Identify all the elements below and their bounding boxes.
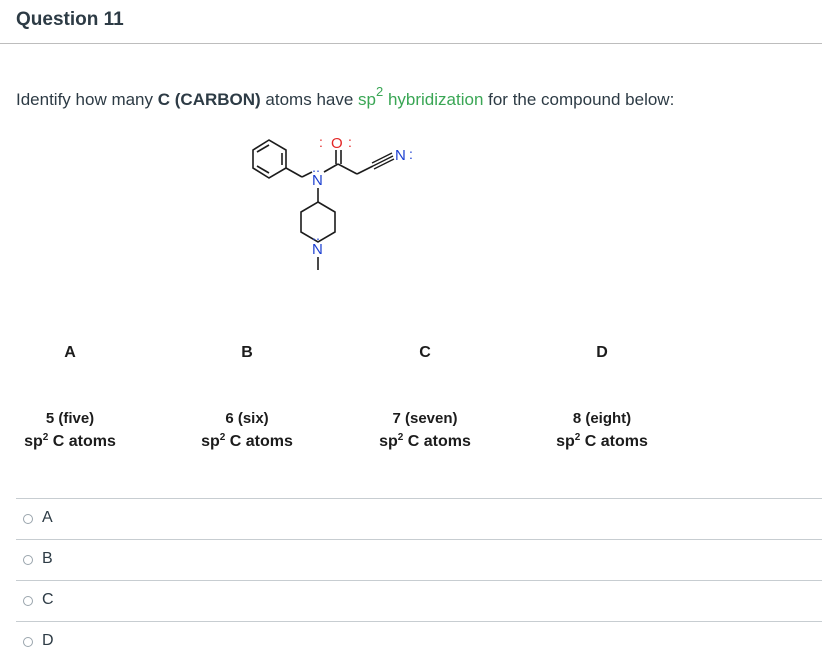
nitrile-triple-bond (372, 153, 394, 169)
answer-option-a-label[interactable]: A (42, 509, 53, 526)
molecule-structure (245, 128, 445, 288)
prompt-prefix: Identify how many (16, 90, 158, 109)
answer-option-a[interactable] (16, 498, 822, 538)
amide-nitrogen-lone-pair: ‥ (312, 161, 321, 175)
choice-a-count: 5 (five) (45, 410, 95, 427)
answer-option-c-label[interactable]: C (42, 591, 54, 608)
choice-a-atoms: $sp^2$ C atoms (24, 432, 116, 450)
nitrile-nitrogen-lone-pair: : (409, 146, 413, 162)
piperidine-nitrogen-label: N (312, 241, 323, 258)
prompt-element-symbol: C (157, 90, 171, 109)
radio-button-b[interactable] (23, 555, 33, 565)
prompt-sp: sp (358, 90, 376, 109)
question-prompt (16, 84, 675, 110)
answer-option-b[interactable] (16, 539, 822, 579)
amide-nitrogen-label: N (312, 172, 323, 189)
ch2-n-bond (302, 172, 312, 177)
choice-d-atoms: $sp^2$ C atoms (556, 432, 648, 450)
answer-option-b-label[interactable]: B (42, 550, 53, 567)
prompt-hybridization: hybridization (383, 90, 484, 109)
choice-d-count: 8 (eight) (572, 410, 632, 427)
prompt-sup: 2 (376, 84, 384, 99)
question-header (0, 0, 822, 44)
choice-b-letter: B (241, 344, 253, 361)
oxygen-right-lone-pair: : (348, 134, 352, 150)
ch2-nitrile-bond (357, 166, 373, 174)
choice-b (177, 344, 317, 451)
question-title: Question 11 (16, 9, 124, 30)
choice-c-letter: C (419, 344, 431, 361)
nitrile-nitrogen-label: N (395, 147, 406, 164)
choice-d (532, 344, 672, 451)
prompt-middle: atoms have (260, 90, 359, 109)
oxygen-left-lone-pair: : (319, 134, 323, 150)
choice-c (355, 344, 495, 451)
benzene-ring (253, 140, 286, 178)
answer-option-d[interactable] (16, 621, 822, 661)
choice-b-atoms: $sp^2$ C atoms (201, 432, 293, 450)
benzyl-bond (286, 168, 302, 177)
piperidine-nitrogen-lone-pair: ‥ (312, 229, 321, 243)
choice-a-letter: A (64, 344, 76, 361)
choice-c-atoms: $sp^2$ C atoms (379, 432, 471, 450)
n-carbonyl-bond (324, 164, 338, 172)
choice-b-count: 6 (six) (225, 410, 269, 427)
radio-button-a[interactable] (23, 514, 33, 524)
choice-d-letter: D (596, 344, 608, 361)
answer-option-d-label[interactable]: D (42, 632, 54, 649)
prompt-element-name: (CARBON) (174, 90, 261, 109)
radio-button-d[interactable] (23, 637, 33, 647)
choice-a (0, 344, 140, 451)
carbonyl-ch2-bond (338, 164, 357, 174)
oxygen-label: O (331, 135, 343, 152)
answer-option-c[interactable] (16, 580, 822, 620)
radio-button-c[interactable] (23, 596, 33, 606)
prompt-suffix: for the compound below: (483, 90, 675, 109)
choice-c-count: 7 (seven) (392, 410, 458, 427)
